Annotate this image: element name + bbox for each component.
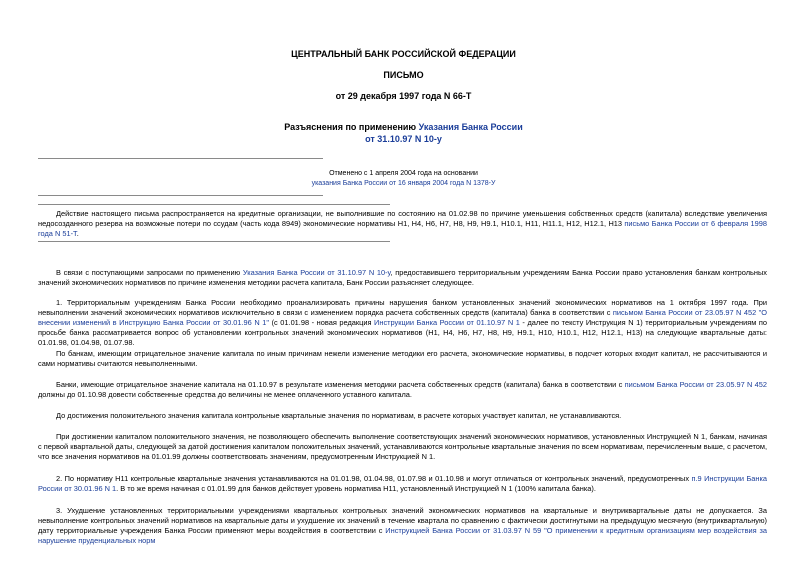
separator	[38, 204, 390, 205]
paragraph-6: 2. По нормативу Н11 контрольные квартальные значения устанавливаются на 01.01.98, 01.04.98, 01.07.98 и 01.10.98 и могут отличаться от контрольных значений, предусмотренных п.9 Инструкции Банка России от 30.01.96 N 1. В то же время начиная с 01.01.99 для банков действует уровень норматива Н11, установленный Инструкцией N 1 (100% капитала банка).	[38, 474, 767, 493]
link-instruction-59[interactable]: Инструкцией Банка России от 31.03.97 N 59 "О применении к кредитным организациям мер воздействия за нарушение пруденциальных норм	[38, 526, 768, 545]
separator	[38, 158, 323, 159]
notice-paragraph: Действие настоящего письма распространяется на кредитные организации, не выполнившие по состоянию на 01.02.98 по причине уменьшения собственных средств (капитала) вследствие увеличения недосозданного резерва на возможные потери по ссудам (часть кода 8949) экономические нормативы Н1, Н4, Н6, Н7, Н8, Н9, Н9.1, Н10.1, Н11, Н11.1, Н12, Н12.1, Н13 письмо Банка России от 6 февраля 1998 года N 51-Т.	[38, 209, 767, 238]
link-instruction-1[interactable]: Инструкции Банка России от 01.10.97 N 1	[374, 318, 520, 327]
subject-link-date[interactable]: от 31.10.97 N 10-у	[365, 134, 442, 144]
separator	[38, 241, 390, 242]
paragraph-4: До достижения положительного значения капитала контрольные квартальные значения по нормативам, в расчете которых участвует капитал, не устанавливаются.	[56, 411, 622, 420]
cancel-note	[0, 169, 807, 189]
notice-link[interactable]: письмо Банка России от 6 февраля 1998 года N 51-Т	[38, 219, 767, 238]
subject-prefix: Разъяснения по применению	[284, 122, 419, 132]
doc-type: ПИСЬМО	[383, 70, 424, 80]
paragraph-1: 1. Территориальным учреждениям Банка России необходимо проанализировать причины нарушения банком установленных значений экономических нормативов на 1 октября 1997 года. При невыполнении значений экономических нормативов исключительно в связи с изменением порядка расчета собственных средств (капитала) банка в соответствии с письмом Банка России от 23.05.97 N 452 "О внесении изменений в Инструкцию Банка России от 30.01.96 N 1" (с 01.01.98 - новая редакция Инструкции Банка России от 01.10.97 N 1 - далее по тексту Инструкция N 1) территориальным учреждениям по просьбе банка рассматривается вопрос об установлении контрольных значений экономических нормативов (Н1, Н4, Н6, Н7, Н8, Н9, Н9.1, Н10, Н10.1, Н12, Н12.1, Н13) на следующие квартальные даты: 01.01.98, 01.04.98, 01.07.98.	[38, 298, 768, 347]
paragraph-2: По банкам, имеющим отрицательное значение капитала по иным причинам нежели изменение методики его расчета, экономические нормативы, в подсчет которых входит капитал, не рассчитываются и сами нормативы считаются невыполненными.	[38, 349, 767, 368]
paragraph-5: При достижении капиталом положительного значения, не позволяющего обеспечить выполнение соответствующих значений экономических нормативов, установленных Инструкцией N 1, банкам, начиная с первой квартальной даты, следующей за датой достижения капиталом положительных значений, устанавливаются контрольные квартальные значения по всем нормативам, перечисленным выше, с расчетом, что все значения нормативов на 01.01.99 должны соответствовать значениям, предусмотренным Инструкцией N 1.	[38, 432, 767, 461]
link-pismo-452[interactable]: письмом Банка России от 23.05.97 N 452 "О внесении изменений в Инструкцию Банка России от 30.01.96 N 1"	[38, 308, 767, 327]
paragraph-7: 3. Ухудшение установленных территориальными учреждениями квартальных контрольных значений экономических нормативов на квартальные и внутриквартальные даты не допускается. За невыполнение контрольных значений нормативов на квартальные даты и ухудшение их значений в течение квартала по сравнению с фактически достигнутыми на предыдущую месячную (внутриквартальную) дату территориальные учреждения Банка России применяют меры воздействия в соответствии с Инструкцией Банка России от 31.03.97 N 59 "О применении к кредитным организациям мер воздействия за нарушение пруденциальных норм	[38, 506, 768, 545]
link-pismo-452-b[interactable]: письмом Банка России от 23.05.97 N 452	[624, 380, 767, 389]
paragraph-3: Банки, имеющие отрицательное значение капитала на 01.10.97 в результате изменения методики расчета собственных средств (капитала) банка в соответствии с письмом Банка России от 23.05.97 N 452 должны до 01.10.98 довести собственные средства до величины не менее оплаченного уставного капитала.	[38, 380, 767, 399]
cancel-note-text: Отменено с 1 апреля 2004 года на основании	[329, 170, 478, 177]
doc-subject	[0, 121, 807, 145]
subject-link-ukazanie[interactable]: Указания Банка России	[418, 122, 523, 132]
link-p9-instruction[interactable]: п.9 Инструкции Банка России от 30.01.96 N 1	[38, 474, 767, 493]
doc-date-number: от 29 декабря 1997 года N 66-Т	[335, 91, 472, 101]
separator	[38, 195, 323, 196]
cancel-note-link[interactable]: указания Банка России от 16 января 2004 года N 1378-У	[311, 180, 496, 187]
link-ukazanie-10u[interactable]: Указания Банка России от 31.10.97 N 10-у	[242, 268, 391, 277]
paragraph-intro: В связи с поступающими запросами по применению Указания Банка России от 31.10.97 N 10-у, предоставившего территориальным учреждениям Банка России право установления банкам контрольных значений экономических нормативов по причине изменения методики расчета капитала, Банк России разъясняет следующее.	[38, 268, 767, 287]
bank-name: ЦЕНТРАЛЬНЫЙ БАНК РОССИЙСКОЙ ФЕДЕРАЦИИ	[291, 49, 516, 59]
